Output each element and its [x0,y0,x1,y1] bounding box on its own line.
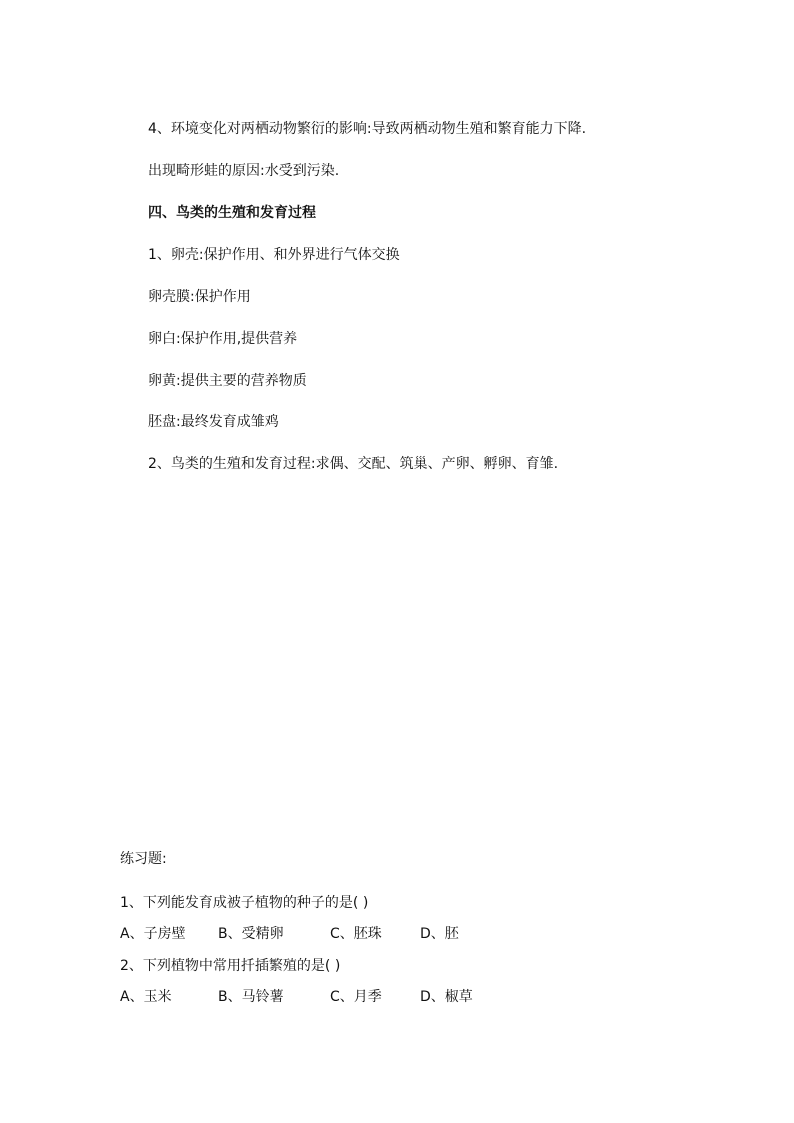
item-2-bird-process: 2、鸟类的生殖和发育过程:求偶、交配、筑巢、产卵、孵卵、育雏. [148,456,559,472]
option-c: C、月季 [330,989,382,1005]
malformed-frog-cause: 出现畸形蛙的原因:水受到污染. [148,163,340,179]
option-a: A、玉米 [120,989,172,1005]
exercises-heading: 练习题: [120,851,167,867]
question-2-options [120,988,520,1006]
yolk-line: 卵黄:提供主要的营养物质 [148,373,307,389]
option-c: C、胚珠 [330,926,382,942]
section-heading-bird-reproduction: 四、鸟类的生殖和发育过程 [148,205,316,221]
egg-white-line: 卵白:保护作用,提供营养 [148,331,298,347]
question-1: 1、下列能发育成被子植物的种子的是( ) [120,895,369,911]
option-a: A、子房壁 [120,926,186,942]
question-1-options [120,925,520,943]
option-b: B、受精卵 [218,926,284,942]
question-2: 2、下列植物中常用扦插繁殖的是( ) [120,958,341,974]
shell-membrane-line: 卵壳膜:保护作用 [148,289,251,305]
item-4-environment-impact: 4、环境变化对两栖动物繁衍的影响:导致两栖动物生殖和繁育能力下降. [148,121,587,137]
germinal-disc-line: 胚盘:最终发育成雏鸡 [148,414,279,430]
option-d: D、胚 [420,926,459,942]
item-1-eggshell: 1、卵壳:保护作用、和外界进行气体交换 [148,247,400,263]
option-d: D、椒草 [420,989,473,1005]
option-b: B、马铃薯 [218,989,284,1005]
